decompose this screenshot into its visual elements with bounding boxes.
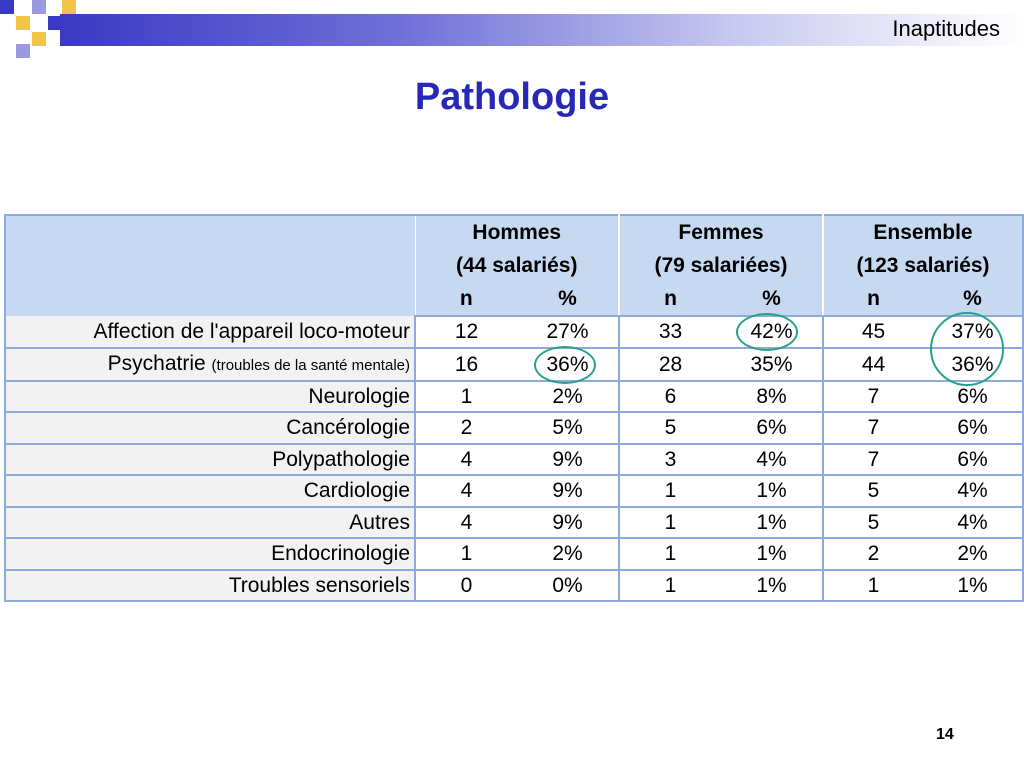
subheader-pct: % xyxy=(721,282,823,316)
cell-femmes-pct: 1% xyxy=(721,538,823,570)
cell-hommes-pct: 9% xyxy=(517,507,619,539)
cell-hommes-n: 1 xyxy=(415,538,517,570)
cell-hommes-pct: 2% xyxy=(517,381,619,413)
cell-ensemble-pct: 4% xyxy=(923,475,1023,507)
row-label: Autres xyxy=(349,510,410,534)
table-row xyxy=(5,538,1023,570)
cell-ensemble-pct: 2% xyxy=(923,538,1023,570)
cell-hommes-n: 0 xyxy=(415,570,517,602)
cell-ensemble-pct: 6% xyxy=(923,381,1023,413)
cell-femmes-pct: 35% xyxy=(721,348,823,381)
cell-femmes-pct: 42% xyxy=(721,316,823,348)
cell-hommes-n: 1 xyxy=(415,381,517,413)
cell-ensemble-n: 7 xyxy=(823,381,923,413)
group-count-femmes: (79 salariées) xyxy=(619,249,823,282)
cell-femmes-pct: 8% xyxy=(721,381,823,413)
row-label-cell xyxy=(5,444,415,476)
cell-hommes-pct: 0% xyxy=(517,570,619,602)
cell-femmes-pct: 4% xyxy=(721,444,823,476)
cell-hommes-pct: 2% xyxy=(517,538,619,570)
cell-ensemble-n: 7 xyxy=(823,444,923,476)
cell-femmes-n: 33 xyxy=(619,316,721,348)
group-count-ensemble: (123 salariés) xyxy=(823,249,1023,282)
table-row xyxy=(5,381,1023,413)
cell-hommes-n: 2 xyxy=(415,412,517,444)
row-label: Psychatrie xyxy=(107,351,206,375)
header-gradient-bar xyxy=(60,14,1024,46)
cell-ensemble-n: 7 xyxy=(823,412,923,444)
cell-femmes-n: 5 xyxy=(619,412,721,444)
cell-ensemble-n: 1 xyxy=(823,570,923,602)
pathology-table xyxy=(4,214,1024,602)
row-label-cell xyxy=(5,475,415,507)
cell-ensemble-pct: 37% xyxy=(923,316,1023,348)
row-label: Cardiologie xyxy=(303,479,410,503)
cell-femmes-n: 1 xyxy=(619,475,721,507)
subheader-pct: % xyxy=(517,282,619,316)
cell-hommes-pct: 5% xyxy=(517,412,619,444)
cell-femmes-pct: 1% xyxy=(721,475,823,507)
cell-hommes-n: 16 xyxy=(415,348,517,381)
cell-femmes-n: 1 xyxy=(619,507,721,539)
cell-ensemble-n: 2 xyxy=(823,538,923,570)
cell-hommes-pct: 9% xyxy=(517,444,619,476)
cell-ensemble-pct: 6% xyxy=(923,444,1023,476)
cell-femmes-n: 28 xyxy=(619,348,721,381)
row-label: Affection de l'appareil loco-moteur xyxy=(93,319,410,343)
cell-femmes-pct: 1% xyxy=(721,570,823,602)
subheader-pct: % xyxy=(923,282,1023,316)
table-row xyxy=(5,412,1023,444)
cell-ensemble-pct: 6% xyxy=(923,412,1023,444)
group-name-ensemble: Ensemble xyxy=(823,215,1023,249)
cell-hommes-n: 4 xyxy=(415,507,517,539)
row-label: Troubles sensoriels xyxy=(228,573,410,597)
pathology-table-container xyxy=(4,214,1022,602)
row-label: Cancérologie xyxy=(286,416,410,440)
cell-femmes-pct: 6% xyxy=(721,412,823,444)
table-row xyxy=(5,507,1023,539)
subheader-n: n xyxy=(823,282,923,316)
group-name-femmes: Femmes xyxy=(619,215,823,249)
group-name-hommes: Hommes xyxy=(415,215,619,249)
cell-ensemble-pct: 36% xyxy=(923,348,1023,381)
cell-hommes-n: 4 xyxy=(415,475,517,507)
table-body xyxy=(5,316,1023,601)
row-label: Polypathologie xyxy=(272,447,410,471)
table-row xyxy=(5,570,1023,602)
row-label-cell xyxy=(5,570,415,602)
cell-femmes-n: 1 xyxy=(619,570,721,602)
row-label-cell xyxy=(5,538,415,570)
row-label-cell xyxy=(5,412,415,444)
cell-hommes-pct: 36% xyxy=(517,348,619,381)
cell-hommes-n: 4 xyxy=(415,444,517,476)
row-label: Neurologie xyxy=(308,384,410,408)
cell-hommes-pct: 9% xyxy=(517,475,619,507)
cell-hommes-n: 12 xyxy=(415,316,517,348)
subheader-n: n xyxy=(619,282,721,316)
cell-femmes-n: 3 xyxy=(619,444,721,476)
table-row xyxy=(5,316,1023,348)
cell-ensemble-n: 45 xyxy=(823,316,923,348)
subheader-n: n xyxy=(415,282,517,316)
row-header-blank xyxy=(5,215,415,316)
cell-femmes-pct: 1% xyxy=(721,507,823,539)
cell-femmes-n: 1 xyxy=(619,538,721,570)
page-title: Pathologie xyxy=(414,76,610,118)
cell-ensemble-n: 5 xyxy=(823,475,923,507)
table-row xyxy=(5,348,1023,381)
row-label-cell xyxy=(5,381,415,413)
row-label-note: (troubles de la santé mentale) xyxy=(211,356,410,374)
row-label-cell xyxy=(5,507,415,539)
cell-ensemble-pct: 4% xyxy=(923,507,1023,539)
cell-femmes-n: 6 xyxy=(619,381,721,413)
page-number: 14 xyxy=(936,726,954,743)
cell-ensemble-n: 44 xyxy=(823,348,923,381)
cell-ensemble-n: 5 xyxy=(823,507,923,539)
row-label-cell xyxy=(5,348,415,381)
cell-hommes-pct: 27% xyxy=(517,316,619,348)
row-label-cell xyxy=(5,316,415,348)
group-count-hommes: (44 salariés) xyxy=(415,249,619,282)
row-label: Endocrinologie xyxy=(271,542,410,566)
section-label: Inaptitudes xyxy=(892,16,1000,41)
table-row xyxy=(5,444,1023,476)
cell-ensemble-pct: 1% xyxy=(923,570,1023,602)
table-row xyxy=(5,475,1023,507)
